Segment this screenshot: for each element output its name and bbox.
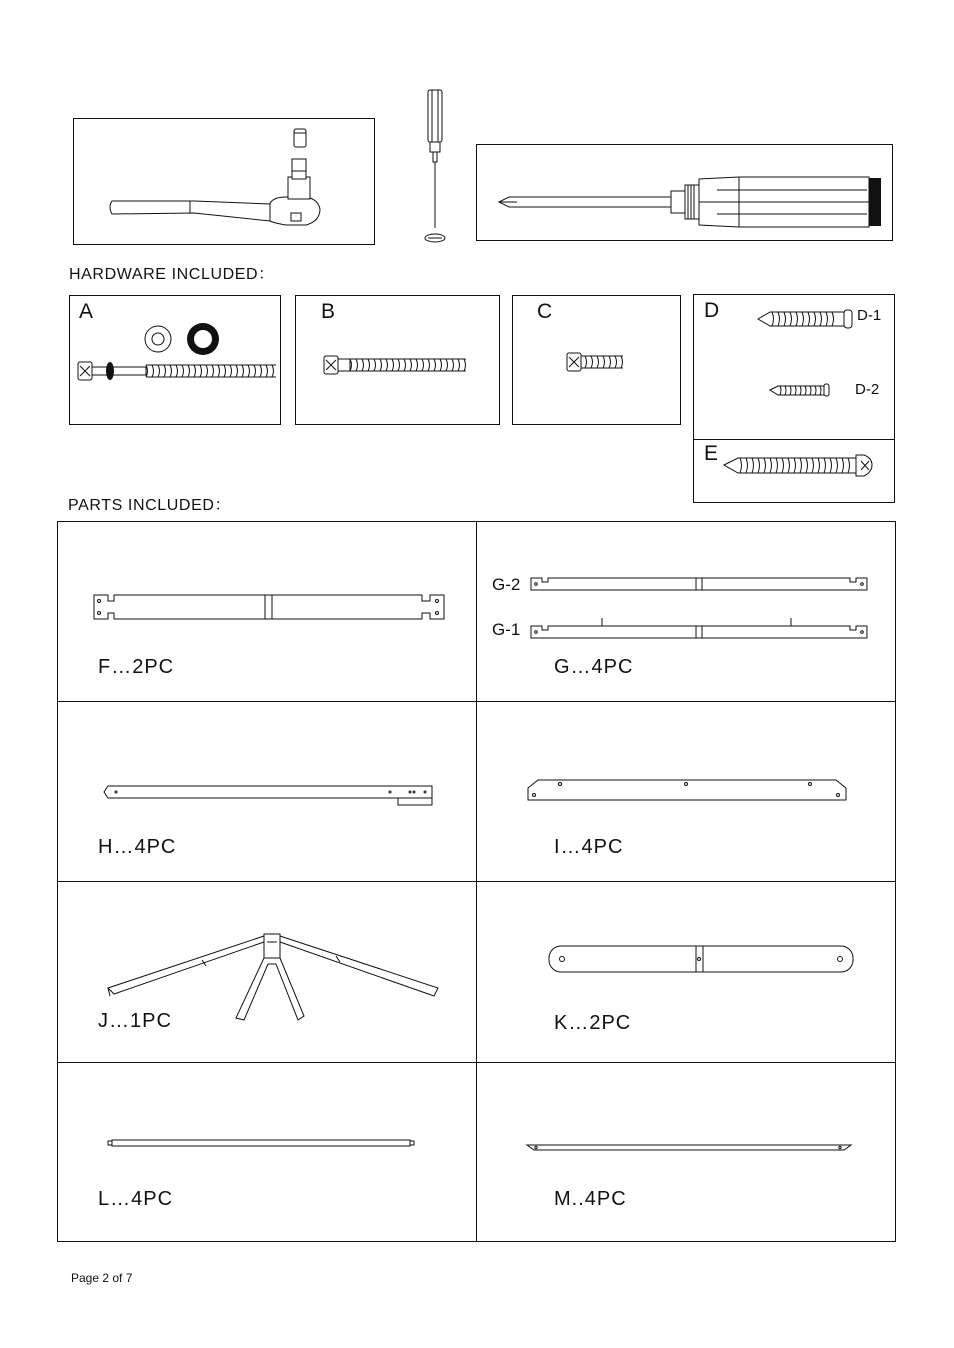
slat-h-icon (100, 782, 438, 808)
part-h-label: H…4PC (98, 836, 177, 858)
parts-heading: PARTS INCLUDED： (68, 497, 232, 514)
rail-i-icon (524, 776, 850, 806)
hardware-heading: HARDWARE INCLUDED： (69, 266, 275, 283)
hardware-c-letter: C (537, 300, 553, 323)
hardware-b-letter: B (321, 300, 336, 323)
hardware-e-panel (693, 439, 895, 503)
hardware-b-panel (295, 295, 500, 425)
bar-k-icon (546, 944, 856, 974)
parts-table-divider-h3 (57, 1062, 896, 1063)
long-screw-icon (694, 440, 896, 504)
part-j-label: J…1PC (98, 1010, 172, 1032)
part-i-label: I…4PC (554, 836, 624, 858)
hardware-d2-label: D-2 (855, 381, 880, 398)
hardware-d-panel (693, 294, 895, 440)
parts-table-divider-h1 (57, 701, 896, 702)
bolt-with-nut-and-washer-icon (70, 296, 282, 426)
page-number: Page 2 of 7 (71, 1271, 133, 1285)
rail-f-icon (92, 592, 448, 624)
rail-g-icon (528, 570, 872, 642)
hardware-c-panel (512, 295, 681, 425)
hardware-e-letter: E (704, 442, 719, 465)
rod-l-icon (106, 1136, 416, 1150)
screwdriver-small-icon (418, 88, 452, 248)
hardware-d-letter: D (704, 299, 720, 322)
socket-wrench-icon (74, 119, 376, 246)
part-k-label: K…2PC (554, 1012, 632, 1034)
screwdriver-large-icon (477, 145, 894, 242)
hardware-d1-label: D-1 (857, 307, 882, 324)
part-f-label: F…2PC (98, 656, 175, 678)
part-g1-label: G-1 (492, 620, 521, 639)
part-l-label: L…4PC (98, 1188, 174, 1210)
bolt-icon (296, 296, 501, 426)
parts-table-divider-h2 (57, 881, 896, 882)
short-bolt-icon (513, 296, 682, 426)
part-g-label: G…4PC (554, 656, 634, 678)
hardware-a-letter: A (79, 300, 94, 323)
strip-m-icon (524, 1141, 854, 1153)
socket-wrench-panel (73, 118, 375, 245)
screwdriver-large-panel (476, 144, 893, 241)
wood-screws-icon (694, 295, 896, 441)
part-g2-label: G-2 (492, 575, 521, 594)
hardware-a-panel (69, 295, 281, 425)
part-m-label: M..4PC (554, 1188, 627, 1210)
